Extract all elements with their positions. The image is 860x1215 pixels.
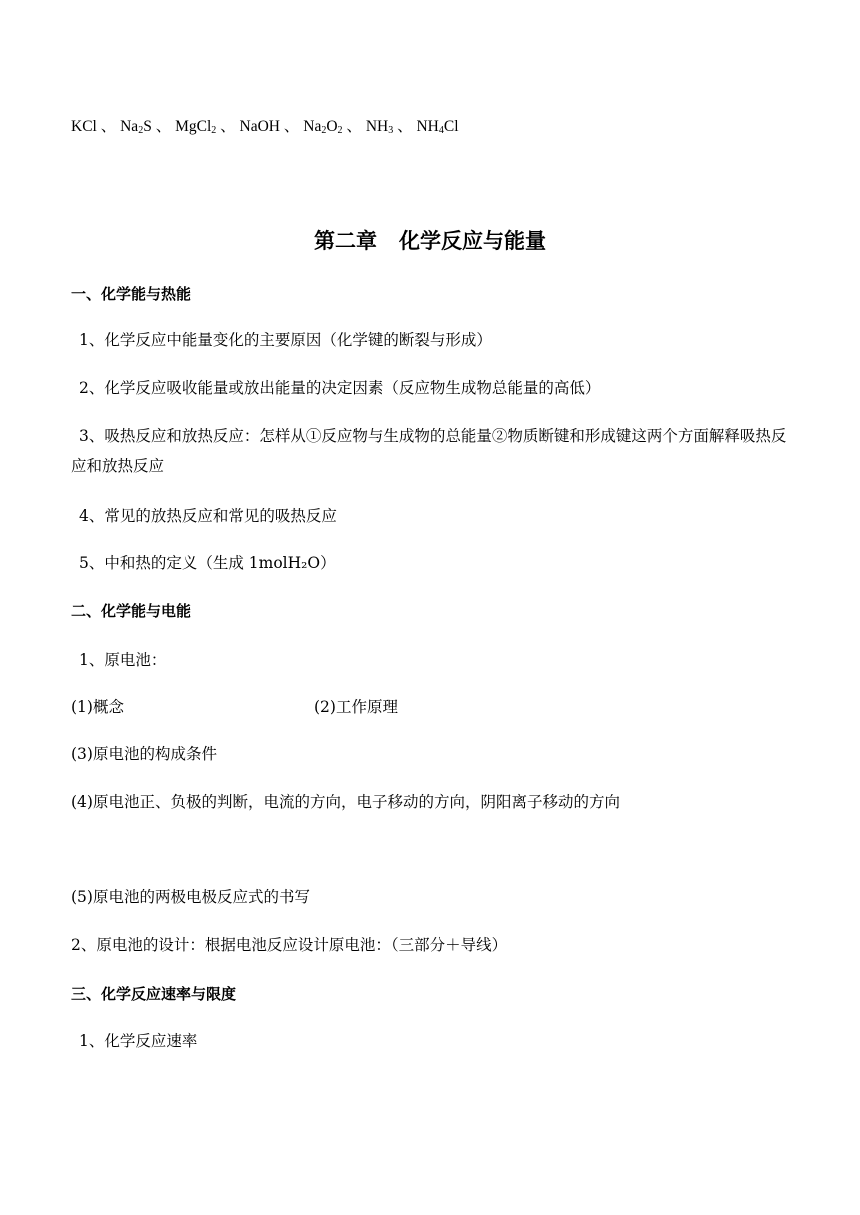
- section-heading: 三、化学反应速率与限度: [71, 985, 237, 1003]
- list-item: 1、原电池：: [79, 651, 167, 669]
- section-heading: 二、化学能与电能: [71, 602, 192, 620]
- chapter-name: 化学反应与能量: [399, 229, 546, 253]
- sub-item: (1)概念: [71, 698, 124, 716]
- list-item: 2、化学反应吸收能量或放出能量的决定因素（反应物生成物总能量的高低）: [79, 379, 601, 397]
- separator: 、: [346, 118, 362, 135]
- list-item: 5、中和热的定义（生成 1molH₂O）: [79, 554, 336, 572]
- chapter-number: 第二章: [314, 229, 377, 253]
- list-item: 1、化学反应速率: [79, 1032, 198, 1050]
- separator: 、: [155, 118, 172, 135]
- formula-naoh: NaOH: [239, 118, 280, 135]
- formula-list: [71, 116, 459, 142]
- formula-na2s: $Na_2S$: [120, 118, 152, 136]
- section-heading: 一、化学能与热能: [71, 285, 192, 303]
- list-item: 3、吸热反应和放热反应：怎样从①反应物与生成物的总能量②物质断键和形成键这两个方面解释吸热反应和放热反应: [71, 427, 787, 475]
- separator: 、: [283, 118, 300, 135]
- formula-kcl: KCl: [71, 118, 97, 135]
- separator: 、: [220, 118, 236, 135]
- chapter-title: [0, 225, 860, 255]
- separator: 、: [397, 118, 413, 135]
- formula-nh3: $NH_3$: [365, 118, 394, 136]
- list-item: 2、原电池的设计：根据电池反应设计原电池：（三部分＋导线）: [71, 936, 508, 954]
- sub-item: (4)原电池正、负极的判断，电流的方向，电子移动的方向，阴阳离子移动的方向: [71, 793, 620, 811]
- list-item: 1、化学反应中能量变化的主要原因（化学键的断裂与形成）: [79, 331, 492, 349]
- formula-mgcl2: MgCl$_2$: [175, 118, 217, 136]
- sub-item: (3)原电池的构成条件: [71, 745, 217, 763]
- sub-item: (5)原电池的两极电极反应式的书写: [71, 888, 310, 906]
- list-item: 4、常见的放热反应和常见的吸热反应: [79, 507, 337, 525]
- formula-na2o2: $Na_2O_2$: [303, 118, 343, 136]
- separator: 、: [100, 118, 117, 135]
- sub-item: (2)工作原理: [314, 698, 398, 716]
- formula-nh4cl: $NH_4Cl$: [416, 118, 459, 136]
